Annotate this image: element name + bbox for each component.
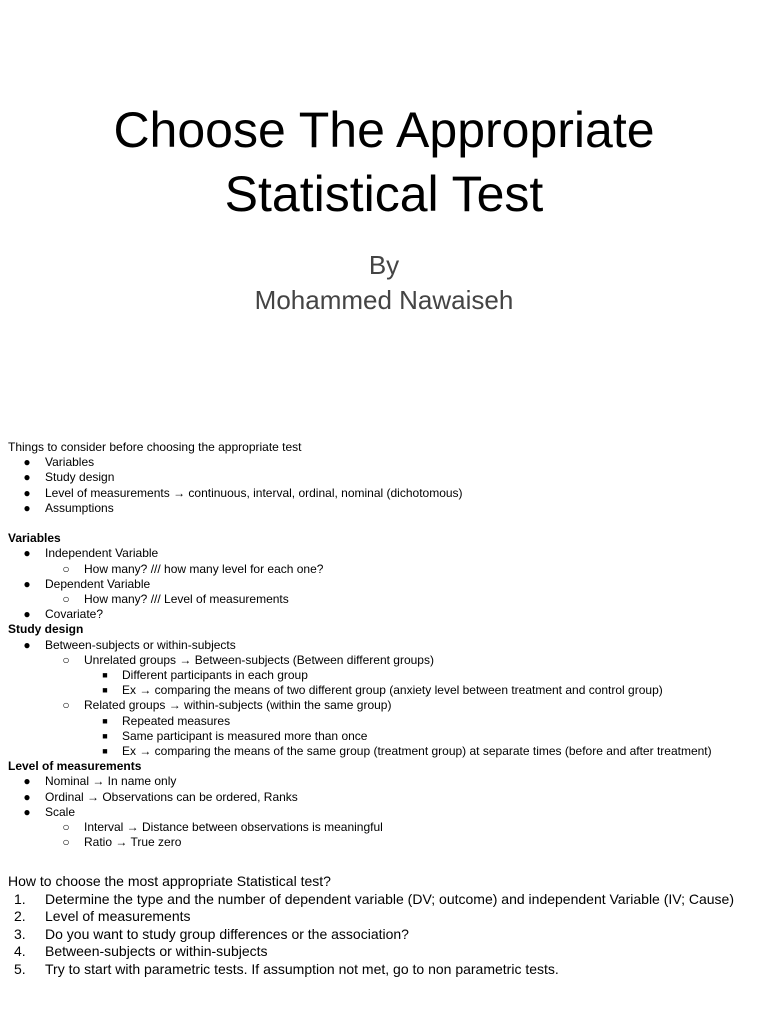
bullet-disc: ● xyxy=(23,607,31,622)
step-text: Level of measurements xyxy=(45,908,191,925)
list-item-text: Covariate? xyxy=(45,607,104,622)
bullet-disc: ● xyxy=(23,470,31,485)
consider-intro: Things to consider before choosing the appropriate test xyxy=(8,440,302,454)
bullet-disc: ● xyxy=(23,485,31,500)
list-item-text: Same participant is measured more than once xyxy=(122,728,368,743)
list-item-text: Nominal → In name only xyxy=(45,774,177,789)
list-item xyxy=(8,790,763,805)
list-item-text: Related groups → within-subjects (within the same group) xyxy=(84,698,392,713)
list-item-text: Dependent Variable xyxy=(45,576,151,591)
numbered-step xyxy=(8,943,753,961)
bullet-circle: ○ xyxy=(62,820,70,835)
list-item xyxy=(8,683,763,698)
list-item xyxy=(8,714,763,729)
step-text: Try to start with parametric tests. If assumption not met, go to non parametric tests. xyxy=(45,960,559,977)
list-item xyxy=(8,668,763,683)
step-text: Do you want to study group differences or the association? xyxy=(45,925,409,942)
bullet-square: ■ xyxy=(102,685,108,696)
bullet-circle: ○ xyxy=(62,652,70,667)
list-item-text: Ratio → True zero xyxy=(84,835,182,850)
numbered-step xyxy=(8,891,753,909)
section-heading-variables: Variables xyxy=(8,531,61,546)
list-item-text: Independent Variable xyxy=(45,546,159,561)
list-item-text: Interval → Distance between observations is meaningful xyxy=(84,820,383,835)
list-item xyxy=(8,805,763,820)
bullet-square: ■ xyxy=(102,715,108,726)
document-title xyxy=(0,98,768,226)
step-number: 4. xyxy=(14,943,26,960)
list-item xyxy=(8,501,763,516)
bullet-disc: ● xyxy=(23,500,31,515)
bullet-disc: ● xyxy=(23,546,31,561)
list-item xyxy=(8,835,763,850)
list-item xyxy=(8,607,763,622)
bullet-disc: ● xyxy=(23,789,31,804)
list-item xyxy=(8,455,763,470)
byline-by: By xyxy=(368,250,400,280)
list-item xyxy=(8,546,763,561)
bullet-square: ■ xyxy=(102,670,108,681)
list-item-text: Ordinal → Observations can be ordered, Ranks xyxy=(45,789,298,804)
section-heading-levels: Level of measurements xyxy=(8,759,142,774)
list-item-text: How many? /// how many level for each one? xyxy=(84,561,324,576)
bullet-disc: ● xyxy=(23,804,31,819)
howto-section xyxy=(8,873,753,979)
list-item xyxy=(8,774,763,789)
list-item-text: Between-subjects or within-subjects xyxy=(45,637,236,652)
list-item-text: Unrelated groups → Between-subjects (Between different groups) xyxy=(84,652,434,667)
list-item xyxy=(8,744,763,759)
list-item-text: Scale xyxy=(45,804,76,819)
numbered-step xyxy=(8,961,753,979)
bullet-disc: ● xyxy=(23,637,31,652)
step-text: Between-subjects or within-subjects xyxy=(45,943,268,960)
list-item xyxy=(8,653,763,668)
list-item-text: Ex → comparing the means of the same group (treatment group) at separate times (before and after treatment) xyxy=(122,744,712,759)
list-item xyxy=(8,638,763,653)
howto-intro: How to choose the most appropriate Statistical test? xyxy=(8,873,331,889)
list-item-text: Ex → comparing the means of two different group (anxiety level between treatment and control group) xyxy=(122,683,663,698)
bullet-disc: ● xyxy=(23,774,31,789)
step-number: 5. xyxy=(14,960,26,977)
list-item xyxy=(8,577,763,592)
list-item xyxy=(8,820,763,835)
list-item xyxy=(8,592,763,607)
notes-body xyxy=(8,440,763,850)
bullet-circle: ○ xyxy=(62,561,70,576)
list-item-text: Assumptions xyxy=(45,500,114,515)
step-number: 1. xyxy=(14,890,26,907)
bullet-circle: ○ xyxy=(62,592,70,607)
blank-line xyxy=(8,516,763,531)
list-item xyxy=(8,470,763,485)
bullet-square: ■ xyxy=(102,730,108,741)
list-item-text: Repeated measures xyxy=(122,713,231,728)
title-line-2: Statistical Test xyxy=(224,166,544,222)
list-item-text: How many? /// Level of measurements xyxy=(84,592,289,607)
list-item xyxy=(8,562,763,577)
author-name: Mohammed Nawaiseh xyxy=(254,285,514,315)
list-item xyxy=(8,729,763,744)
list-item-text: Level of measurements → continuous, interval, ordinal, nominal (dichotomous) xyxy=(45,485,463,500)
list-item xyxy=(8,698,763,713)
list-item-text: Different participants in each group xyxy=(122,668,308,683)
bullet-square: ■ xyxy=(102,746,108,757)
bullet-disc: ● xyxy=(23,576,31,591)
list-item xyxy=(8,486,763,501)
list-item-text: Study design xyxy=(45,470,115,485)
bullet-disc: ● xyxy=(23,455,31,470)
numbered-step xyxy=(8,908,753,926)
byline xyxy=(0,248,768,318)
step-number: 2. xyxy=(14,908,26,925)
numbered-step xyxy=(8,926,753,944)
step-text: Determine the type and the number of dependent variable (DV; outcome) and independent Variable (IV; Cause) xyxy=(45,890,735,907)
bullet-circle: ○ xyxy=(62,835,70,850)
list-item-text: Variables xyxy=(45,455,95,470)
bullet-circle: ○ xyxy=(62,698,70,713)
section-heading-study-design: Study design xyxy=(8,622,84,637)
title-line-1: Choose The Appropriate xyxy=(113,102,655,158)
step-number: 3. xyxy=(14,925,26,942)
